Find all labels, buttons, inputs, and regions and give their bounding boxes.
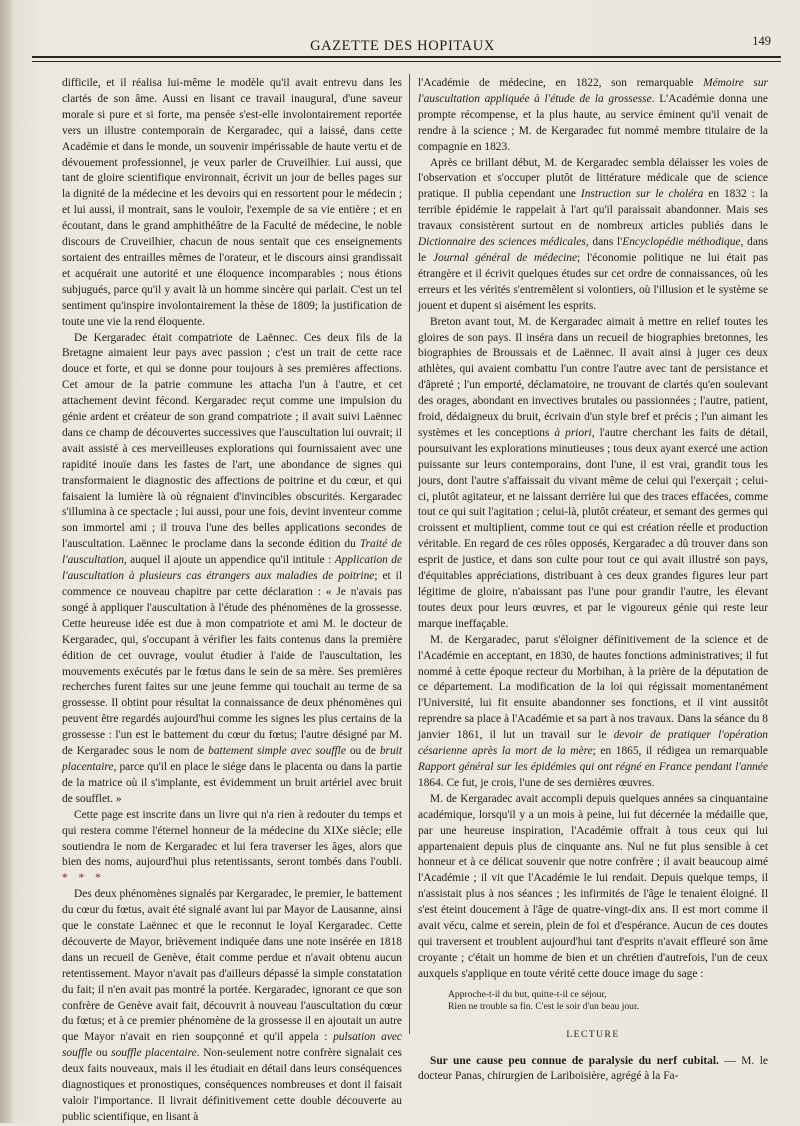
journal-title: GAZETTE DES HOPITAUX [310,38,495,54]
page-header [20,26,785,66]
page-number: 149 [752,34,771,48]
header-rule-thin [32,61,781,62]
paragraph: Des deux phénomènes signalés par Kergaradec, le premier, le battement du cœur du fœtus, avait été signalé avant lui par Mayor de Lausanne, ainsi que le constate Laënnec et que le reconnut le loyal Kergaradec. Cette découverte de Mayor, brièvement indiquée dans une note insérée en 1818 dans un recueil de Genève, était comme perdue et n'avait obtenu aucun retentissement. Mayor n'avait pas d'ailleurs dépassé la simple constatation du fait; il n'en avait pas montré la portée. Kergaradec, ignorant ce que son confrère de Genève avait fait, découvrit à nouveau l'auscultation du cœur du fœtus; et à ce premier phénomène de la grossesse il en ajoutait un autre que Mayor n'avait en rien soupçonné et qu'il appela : pulsation avec souffle ou souffle placentaire. Non-seulement notre confrère signalait ces deux faits nouveaux, mais il les étudiait en détail dans leurs conséquences diagnostiques et pronostiques, conséquences nombreuses et dont il faisait valoir l'importance. Il livrait définitivement cette double découverte au public scientifique, en lisant à [62,888,402,1123]
page-binding-edge [0,0,12,1123]
paragraph: M. de Kergaradec, parut s'éloigner définitivement de la science et de l'Académie en acceptant, en 1830, de hautes fonctions administratives; il fut nommé à cette époque recteur du Morbihan, à la prière de la députation de ce département. La modification de la loi qui régissait momentanément l'Université, lui fit ensuite abandonner ses fonctions, et il vint aussitôt reprendre sa place à l'Académie et sa part à nos travaux. Dans la séance du 8 janvier 1861, il lut un travail sur le devoir de pratiquer l'opération césarienne après la mort de la mère; en 1865, il rédigea un remarquable Rapport général sur les épidémies qui ont régné en France pendant l'année 1864. Ce fut, je crois, l'une de ses dernières œuvres. [418,633,769,789]
paragraph: Cette page est inscrite dans un livre qui n'a rien à redouter du temps et qui restera comme l'éternel honneur de la médecine du XIXe siècle; elle soutiendra le nom de Kergaradec et lui fera traverser les âges, alors que bien des noms, aujourd'hui plus retentissants, seront tombés dans l'oubli. * * * [62,808,402,885]
column-divider [409,74,410,1034]
header-rule-thick [32,56,781,58]
paragraph: Breton avant tout, M. de Kergaradec aimait à mettre en relief toutes les gloires de son pays. Il inséra dans un recueil de biographies bretonnes, les biographies de Broussais et de Laënnec. Il avait ainsi à juger ces deux athlètes, qui avaient combattu l'un contre l'autre avec tant de persistance et d'âpreté ; l'un emporté, déclamatoire, ne trouvant de clartés qu'en soulevant des orages, abondant en invectives brutales ou passionnées ; l'autre, patient, froid, dédaigneux du bruit, écrivain d'un style bref et précis ; l'un aimant les systèmes et les conceptions à priori, l'autre cherchant les faits de détail, poursuivant les explorations minutieuses ; tous deux ayant exercé une action puissante sur leurs contemporains, dont l'une, il est vrai, grandit tous les jours, dont l'autre s'affaissait du vivant même de celui qui l'exerçait ; celui-ci, plutôt agitateur, et ne laissant derrière lui que des traces effacées, comme tout ce qui suit l'agitation ; celui-là, plutôt créateur, et semant des germes qui croissent et multiplient, comme tout ce qui est création réelle et production véritable. En regard de ces rôles opposés, Kergaradec a dû trouver dans son esprit de justice, et dans son culte pour tout ce qui avait illustré son pays, d'équitables appréciations, distribuant à ces deux grandes figures leur part légitime de gloire, n'abaissant pas l'une pour grandir l'autre, les élevant toutes deux pour leurs œuvres, et par le vigoureux génie qui reste leur marque ineffaçable. [418,315,768,630]
paragraph: difficile, et il réalisa lui-même le modèle qu'il avait entrevu dans les clartés de son âme. Aussi en lisant ce travail inaugural, d'une saveur morale si pure et si forte, ma pensée s'est-elle involontairement reportée vers un illustre contemporain de Kergaradec, qui a laissé, dans cette Académie et dans le monde, un souvenir impérissable de haute vertu et de dévouement professionnel, je veux parler de Cruveilhier. Lui aussi, que tant de gloire scientifique environnait, écrivit un jour de belles pages sur la dignité de la médecine et les devoirs qui en ressortent pour le médecin ; et lui aussi, il montrait, sans le vouloir, l'exemple de sa vie entière ; et en écoutant, dans le grand amphithéâtre de la Faculté de médecine, le noble discours de Cruveilhier, chacun de nous sentait que ces enseignements sortaient des entrailles mêmes de l'orateur, et le discours ainsi grandissait et acquérait une autorité et une éloquence incomparables ; nous étions subjugués, parce qu'il y avait là un homme sincère qui parlait. C'est un tel sentiment qu'inspire involontairement la thèse de 1809; la justification de toute une vie la rend éloquente. [62,77,402,328]
paragraph: l'Académie de médecine, en 1822, son remarquable Mémoire sur l'auscultation appliquée à l'étude de la grossesse. L'Académie donna une prompte récompense, et la plus haute, au service éminent qu'il venait de rendre à la science ; M. de Kergaradec fut nommé membre titulaire de la compagnie en 1823. [418,77,768,153]
ornament-separator: * * * [62,872,105,885]
paragraph: Sur une cause peu connue de paralysie du nerf cubital. — M. le docteur Panas, chirurgien de Lariboisière, agrégé à la Fa- [418,1054,768,1083]
left-column [62,76,403,1123]
paragraph: M. de Kergaradec avait accompli depuis quelques années sa cinquantaine académique, lorsqu'il y a un mois à peine, lui fut décernée la médaille que, par une heureuse inspiration, l'Académie offrait à tous ceux qui lui appartenaient depuis plus de cinquante ans. Nul ne fut plus sensible à cet honneur et à ce délicat souvenir que notre confrère ; il avait beaucoup aimé l'Académie ; il vit que l'Académie le lui rendait. Depuis quelque temps, il n'assistait plus à nos séances ; les infirmités de l'âge le tenaient éloigné. Il s'est éteint doucement à l'âge de quatre-vingt-dix ans. Il est mort comme il avait vécu, calme et serein, plein de foi et d'espérance. Aucun de ces doutes qui traversent et troublent aujourd'hui tant d'esprits n'avait effleuré son âme croyante ; c'était un homme de bien et un chrétien d'autrefois, l'un de ceux auxquels s'applique en toute vérité cette douce image du sage : [418,792,768,980]
verse-line: Rien ne trouble sa fin. C'est le soir d'un beau jour. [448,1001,640,1013]
article-title: Sur une cause peu connue de paralysie du nerf cubital. [430,1054,719,1067]
paragraph: De Kergaradec était compatriote de Laënnec. Ces deux fils de la Bretagne aimaient leur pays avec passion ; c'est un trait de cette race douce et forte, et qui se donne pour toujours à ses premières affections. Cet amour de la patrie commune les attacha l'un à l'autre, et cet attachement devint fécond. Kergaradec reçut comme une impulsion du génie ardent et créateur de son grand compatriote ; il avait suivi Laënnec dans ce champ de découvertes successives que l'auscultation lui ouvrait; il avait assisté à ces merveilleuses explorations qui fournissaient avec une rapidité inouïe dans les fastes de l'art, une abondance de signes qui transformaient le diagnostic des affections de poitrine et du cœur, et qui faisaient la lumière là où régnaient d'invincibles obscurités. Kergaradec s'illumina à ce spectacle ; lui aussi, pour une fois, devint inventeur comme son immortel ami ; il trouva l'une des belles applications secondes de l'auscultation. Laënnec le proclame dans la seconde édition du Traité de l'auscultation, auquel il ajoute un appendice qu'il intitule : Application de l'auscultation à plusieurs cas étrangers aux maladies de poitrine; et il commence ce nouveau chapitre par cette déclaration : « Je n'avais pas songé à appliquer l'auscultation à l'étude des phénomènes de la grossesse. Cette heureuse idée est due à mon compatriote et ami M. le docteur de Kergaradec, qui, s'occupant à vérifier les faits contenus dans la première édition de cet ouvrage, voulut étudier à l'aide de l'auscultation, les mouvements exécutés par le fœtus dans le sein de sa mère. Ses premières recherches furent faites sur une jeune femme qui touchait au terme de sa grossesse. Il obtint pour résultat la connaissance de deux phénomènes qui peuvent être regardés aujourd'hui comme les signes les plus certains de la grossesse : l'un est le battement du cœur du fœtus; l'autre désigné par M. de Kergaradec sous le nom de battement simple avec souffle ou de bruit placentaire, parce qu'il en place le siége dans le placenta ou dans la partie de la matrice où il s'implante, est évidemment un bruit artériel avec bruit de soufflet. » [62,331,403,805]
section-heading: LECTURE [566,1029,620,1040]
verse-line: Approche-t-il du but, quitte-t-il ce séjour, [448,988,607,1000]
verse-quote [448,989,768,1014]
right-column [418,76,768,1105]
paragraph: Après ce brillant début, M. de Kergaradec sembla délaisser les voies de l'observation et s'occuper plutôt de littérature médicale que de science pratique. Il publia cependant une Instruction sur le choléra en 1832 : la terrible épidémie le rappelait à l'art qu'il paraissait abandonner. Mais ses travaux consistèrent surtout en de nombreux articles publiés dans le Dictionnaire des sciences médicales, dans l'Encyclopédie méthodique, dans le Journal général de médecine; l'économie politique ne lui était pas étrangère et il écrivit quelques études sur cet ordre de connaissances, où les erreurs et les vérités s'entremêlent si volontiers, où l'illusion et le système se jouent et dupent si aisément les esprits. [418,156,769,312]
